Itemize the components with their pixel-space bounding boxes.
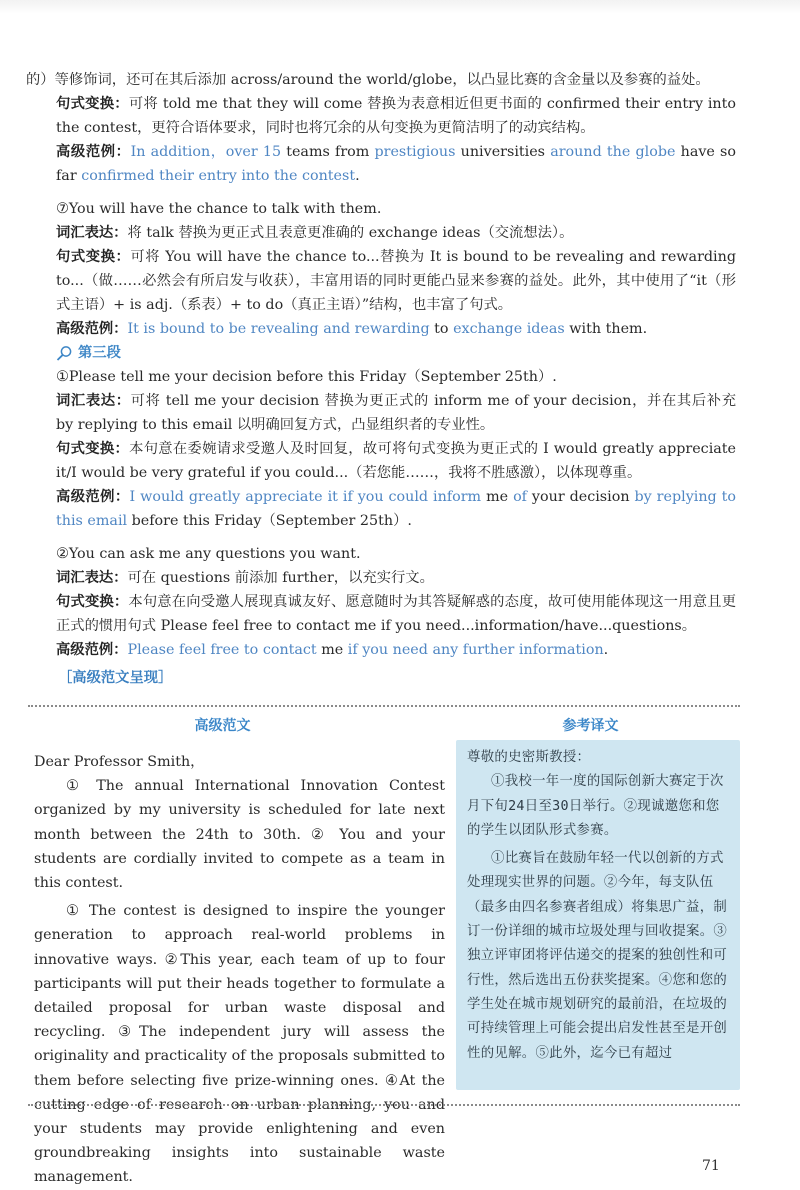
plain: universities	[455, 144, 551, 160]
highlight: if you need any further information	[347, 642, 604, 658]
translation-salutation: 尊敬的史密斯教授：	[467, 750, 591, 765]
highlight: It is bound to be revealing and rewarding	[127, 321, 430, 337]
note-text: 本句意在向受邀人展现真诚友好、愿意随时为其答疑解惑的态度，故可使用能体现这一用意且更正式的惯用句式 Please feel free to contact me if you need...information/have...questions。	[56, 594, 736, 634]
translation-paragraph: ①比赛旨在鼓励年轻一代以创新的方式处理现实世界的问题。②今年，每支队伍（最多由四名参赛者组成）将集思广益，制订一份详细的城市垃圾处理与回收提案。③独立评审团将评估递交的提案的独创性和可行性，然后选出五份获奖提案。④您和您的学生处在城市规划研究的最前沿，在垃圾的可持续管理上可能会提出启发性甚至是开创性的见解。⑤此外，迄今已有超过	[467, 851, 728, 1061]
translation-box	[456, 740, 740, 1090]
essay-column-heading: 高级范文	[194, 718, 251, 734]
section-bracket-title: ［高级范文呈现］	[58, 670, 173, 686]
label: 高级范例：	[56, 642, 128, 658]
note-text: 将 talk 替换为更正式且表意更准确的 exchange ideas（交流想法）。	[127, 225, 574, 241]
plain: before this Friday（September 25th）.	[127, 513, 412, 529]
translation-column-heading: 参考译文	[562, 718, 619, 734]
label: 高级范例：	[56, 144, 131, 160]
advanced-example	[26, 317, 736, 341]
sentence-transform-note	[26, 437, 736, 485]
note-text: 可在 questions 前添加 further，以充实行文。	[127, 570, 434, 586]
label: 句式变换：	[56, 441, 130, 457]
plain: have so far	[56, 144, 736, 184]
highlight: confirmed their entry into the contest	[81, 168, 356, 184]
plain: with them.	[564, 321, 648, 337]
original-sentence: ①Please tell me your decision before this Friday（September 25th）.	[56, 369, 557, 385]
page-number: 71	[702, 1158, 720, 1174]
text-line: 的）等修饰词，还可在其后添加 across/around the world/globe，以凸显比赛的含金量以及参赛的益处。	[26, 72, 710, 88]
label: 词汇表达：	[56, 225, 128, 241]
highlight: of	[513, 489, 527, 505]
original-sentence: ⑦You will have the chance to talk with them.	[56, 201, 382, 217]
vocab-note	[26, 221, 736, 245]
magnifier-icon	[56, 345, 74, 361]
section-heading	[26, 341, 736, 365]
sentence-transform-note	[26, 590, 736, 638]
sentence-transform-note	[26, 92, 736, 140]
label: 句式变换：	[56, 249, 131, 265]
translation-paragraph: ①我校一年一度的国际创新大赛定于次月下旬24日至30日举行。②现诚邀您和您的学生以团队形式参赛。	[467, 774, 724, 838]
model-essay	[34, 750, 445, 1190]
advanced-example	[26, 485, 736, 533]
essay-paragraph: ① The annual International Innovation Contest organized by my university is scheduled for late next month between the 24th to 30th. ② You and your students are cordially invited to compete as a team in this contest.	[34, 778, 445, 892]
highlight: In addition，over 15	[130, 144, 282, 160]
label: 词汇表达：	[56, 570, 128, 586]
plain: .	[603, 642, 609, 658]
plain: .	[355, 168, 360, 184]
original-sentence: ②You can ask me any questions you want.	[56, 546, 361, 562]
dotted-divider	[28, 1104, 740, 1106]
section-title: 第三段	[78, 345, 121, 361]
highlight: around the globe	[550, 144, 676, 160]
sentence-transform-note	[26, 245, 736, 317]
essay-salutation: Dear Professor Smith，	[34, 754, 205, 770]
highlight: prestigious	[374, 144, 456, 160]
note-text: 可将 tell me your decision 替换为更正式的 inform me of your decision，并在其后补充 by replying to this email 以明确回复方式，凸显组织者的专业性。	[56, 393, 737, 433]
dotted-divider	[28, 705, 740, 707]
label: 词汇表达：	[56, 393, 131, 409]
plain: teams from	[281, 144, 375, 160]
note-text: 可将 told me that they will come 替换为表意相近但更书面的 confirmed their entry into the contest，更符合语体要求，同时也将冗余的从句变换为更简洁明了的动宾结构。	[56, 96, 736, 136]
label: 句式变换：	[56, 594, 129, 610]
highlight: by replying to this email	[56, 489, 737, 529]
label: 高级范例：	[56, 489, 130, 505]
note-text: 可将 You will have the chance to...替换为 It is bound to be revealing and rewarding to...（做……必然会有所启发与收获），丰富用语的同时更能凸显来参赛的益处。此外，其中使用了“it（形式主语）+ is adj.（系表）+ to do（真正主语）”结构，也丰富了句式。	[56, 249, 736, 313]
plain: your decision	[526, 489, 635, 505]
main-content	[26, 68, 736, 690]
vocab-note	[26, 566, 736, 590]
plain: me	[316, 642, 348, 658]
highlight: exchange ideas	[453, 321, 565, 337]
label: 句式变换：	[56, 96, 129, 112]
plain: me	[481, 489, 514, 505]
plain: to	[429, 321, 454, 337]
advanced-example	[26, 140, 736, 188]
highlight: I would greatly appreciate it if you could inform	[129, 489, 482, 505]
highlight: Please feel free to contact	[127, 642, 317, 658]
vocab-note	[26, 389, 736, 437]
label: 高级范例：	[56, 321, 128, 337]
essay-paragraph: ① The contest is designed to inspire the younger generation to approach real-world problems in innovative ways. ②This year, each team of up to four participants will put their heads together to formulate a detailed proposal for urban waste disposal and recycling. ③The independent jury will assess the originality and practicality of the proposals submitted to them before selecting five prize-winning ones. ④At the cutting edge of research on urban planning, you and your students may provide enlightening and even groundbreaking insights into sustainable waste management.	[34, 903, 445, 1186]
note-text: 本句意在委婉请求受邀人及时回复，故可将句式变换为更正式的 I would greatly appreciate it/I would be very grateful if you could...（若您能……，我将不胜感激），以体现尊重。	[56, 441, 736, 481]
advanced-example	[26, 638, 736, 662]
top-rule	[0, 0, 800, 14]
